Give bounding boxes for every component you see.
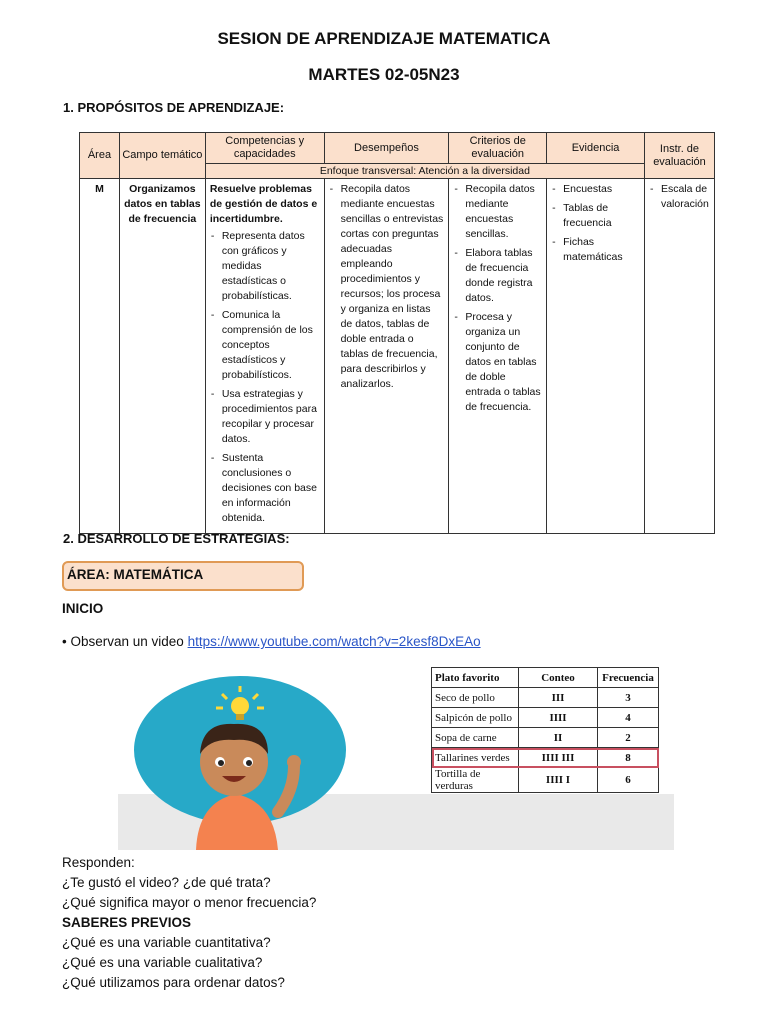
video-bullet — [62, 634, 481, 649]
freq-header: Conteo — [519, 668, 598, 688]
section-2-heading — [63, 531, 290, 546]
section-2-prefix: 2. DESARROLLO DE — [63, 531, 194, 546]
video-thumbnail[interactable] — [118, 662, 674, 850]
instr-item: - Escala de valoración — [649, 182, 710, 212]
frequency-table — [431, 667, 659, 793]
freq-cell: 8 — [598, 748, 659, 768]
criterio-item: - Recopila datos mediante encuestas sencillas. — [453, 182, 542, 242]
cell-criterios — [449, 179, 547, 534]
header-desempenos: Desempeños — [324, 133, 449, 164]
document-title: SESION DE APRENDIZAJE MATEMATICA — [217, 29, 551, 48]
saberes-heading: SABERES PREVIOS — [62, 915, 192, 930]
capacidad-item: - Comunica la comprensión de los conceptos estadísticos y probabilísticos. — [210, 308, 320, 383]
freq-cell: Tortilla de verduras — [432, 768, 519, 793]
video-link[interactable]: https://www.youtube.com/watch?v=2kesf8DxEAo — [187, 634, 481, 649]
freq-cell: 3 — [598, 688, 659, 708]
freq-header: Plato favorito — [432, 668, 519, 688]
area-label-box: ÁREA: MATEMÁTICA — [62, 561, 304, 591]
bullet-icon: • — [62, 634, 67, 649]
cell-area: M — [80, 179, 120, 534]
header-evidencia: Evidencia — [547, 133, 645, 164]
section-2-bold: ESTRATEGIAS: — [193, 531, 290, 546]
header-instr: Instr. de evaluación — [644, 133, 714, 179]
capacidad-item: - Usa estrategias y procedimientos para recopilar y procesar datos. — [210, 387, 320, 447]
freq-cell: III — [519, 688, 598, 708]
text-line: ¿Te gustó el video? ¿de qué trata? — [62, 875, 271, 890]
header-competencias: Competencias y capacidades — [205, 133, 324, 164]
criterio-item: - Procesa y organiza un conjunto de datos en tablas de doble entrada o tablas de frecuencia. — [453, 310, 542, 415]
text-line: ¿Qué significa mayor o menor frecuencia? — [62, 895, 317, 910]
freq-cell: Sopa de carne — [432, 728, 519, 748]
freq-cell: IIII I — [519, 768, 598, 793]
freq-cell: Salpicón de pollo — [432, 708, 519, 728]
header-area: Área — [80, 133, 120, 179]
freq-cell: IIII III — [519, 748, 598, 768]
text-line: Responden: — [62, 855, 135, 870]
cell-evidencia — [547, 179, 645, 534]
bullet-text: Observan un video — [70, 634, 188, 649]
inicio-heading: INICIO — [62, 601, 104, 616]
competencia-title: Resuelve problemas de gestión de datos e incertidumbre. — [209, 183, 318, 225]
desempeno-item: - Recopila datos mediante encuestas sencillas o entrevistas cortas con preguntas adecuadas empleando procedimientos y recursos; los procesa y organiza en listas de datos, tablas de doble entrada o tablas de frecuencia, para describirlos y analizarlos. — [329, 182, 445, 392]
learning-purposes-table — [79, 132, 715, 534]
freq-cell: II — [519, 728, 598, 748]
evidencia-item: - Encuestas — [551, 182, 640, 197]
capacidad-item: - Representa datos con gráficos y medidas estadísticas o probabilísticas. — [210, 229, 320, 304]
enfoque-transversal: Enfoque transversal: Atención a la diversidad — [205, 164, 644, 179]
freq-cell: Tallarines verdes — [432, 748, 519, 768]
question-line: ¿Qué es una variable cualitativa? — [62, 955, 263, 970]
cell-desempenos — [324, 179, 449, 534]
header-campo: Campo temático — [119, 133, 205, 179]
cell-instr — [644, 179, 714, 534]
question-line: ¿Qué utilizamos para ordenar datos? — [62, 975, 285, 990]
capacidad-item: - Sustenta conclusiones o decisiones con base en información obtenida. — [210, 451, 320, 526]
cell-campo: Organizamos datos en tablas de frecuencia — [119, 179, 205, 534]
freq-cell: 6 — [598, 768, 659, 793]
header-criterios: Criterios de evaluación — [449, 133, 547, 164]
section-1-heading: 1. PROPÓSITOS DE APRENDIZAJE: — [63, 100, 285, 115]
freq-header: Frecuencia — [598, 668, 659, 688]
freq-cell: Seco de pollo — [432, 688, 519, 708]
question-line: ¿Qué es una variable cuantitativa? — [62, 935, 271, 950]
cell-competencias — [205, 179, 324, 534]
evidencia-item: - Fichas matemáticas — [551, 235, 640, 265]
freq-cell: 2 — [598, 728, 659, 748]
document-subtitle: MARTES 02-05N23 — [308, 65, 460, 84]
criterio-item: - Elabora tablas de frecuencia donde registra datos. — [453, 246, 542, 306]
freq-cell: 4 — [598, 708, 659, 728]
evidencia-item: - Tablas de frecuencia — [551, 201, 640, 231]
freq-cell: IIII — [519, 708, 598, 728]
